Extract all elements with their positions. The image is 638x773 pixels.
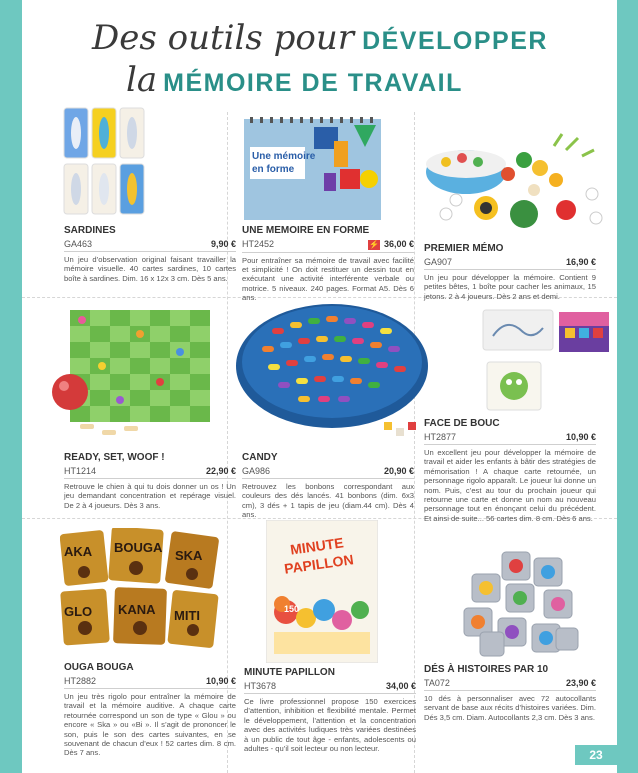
product-ref: GA463 <box>64 239 93 249</box>
product-ref-row <box>424 678 596 691</box>
product-desc: Un jeu pour développer la mémoire. Contient 9 petites bêtes, 1 boîte pour cacher les animaux, 15 jetons. 2 à 4 joueurs. Dès 2 ans et demi. <box>424 273 596 301</box>
product-ref: GA986 <box>242 466 271 476</box>
product-name: READY, SET, WOOF ! <box>64 452 165 463</box>
product-desc: Ce livre professionnel propose 150 exercices d’attention, inhibition et flexibilité mentale. Permet le développement, l’attention et la concentration avec des activités ludiques très variées destinées à un public de tout âge - enfants, adolescents ou adultes - qu’il soit lecteur ou non lecteur. <box>244 697 416 754</box>
title-script-1: Des outils pour <box>92 18 355 58</box>
product-premier-memo <box>424 243 596 301</box>
card-label: AKA <box>64 544 93 559</box>
product-price: 34,00 € <box>385 681 416 691</box>
title-line-1 <box>92 18 548 58</box>
product-ref-row <box>64 466 236 479</box>
card-label: KANA <box>118 602 156 617</box>
candy-image <box>232 298 432 448</box>
product-name: CANDY <box>242 452 278 463</box>
card-label: GLO <box>64 604 93 619</box>
book1-title-line2: en forme <box>252 164 295 175</box>
product-desc: Un jeu très rigolo pour entraîner la mémoire de travail et la mémoire auditive. A chaque carte retournée correspond un son de type « Glou » ou encore « Ska » ou «Bi ». Il s’agit de prononcer le son, puis le son des cartes suivantes, en se souvenant de chacun d’eux ! 52 cartes dim. 8 cm. Dès 7 ans. <box>64 692 236 758</box>
card-label: SKA <box>175 548 203 563</box>
product-price: 10,90 € <box>205 676 236 686</box>
product-sardines <box>64 225 236 283</box>
product-desc: Un jeu d’observation original faisant travailler la mémoire visuelle. 40 cartes sardines, 10 cartes boîte à sardines. Dim. 16 x 12x 3 cm. Dès 5 ans. <box>64 255 236 283</box>
product-candy <box>242 452 414 520</box>
page-header <box>22 0 617 112</box>
product-price: 23,90 € <box>565 678 596 688</box>
book1-title-line1: Une mémoire <box>252 151 316 162</box>
product-ref: HT3678 <box>244 681 277 691</box>
product-ref-row <box>64 676 236 689</box>
card-label: BOUGA <box>114 540 163 555</box>
product-des-a-histoires <box>424 664 596 722</box>
product-ref-row <box>64 239 236 252</box>
product-ref: HT2452 <box>242 239 275 249</box>
product-price: 20,90 € <box>383 466 414 476</box>
book2-badge: 150 <box>284 604 300 614</box>
product-ref-row <box>242 466 414 479</box>
product-ready-set-woof <box>64 452 236 510</box>
premier-memo-image <box>416 128 616 238</box>
title-line-2 <box>126 60 463 100</box>
product-name: PREMIER MÉMO <box>424 243 504 254</box>
product-ref: HT2877 <box>424 432 457 442</box>
product-name: FACE DE BOUC <box>424 418 500 429</box>
catalog-page <box>22 0 617 773</box>
ready-set-woof-image <box>40 308 215 453</box>
product-price-with-badge <box>368 239 414 250</box>
book2-title-line2: PAPILLON <box>283 551 355 577</box>
page-number: 23 <box>575 745 617 765</box>
product-price: 9,90 € <box>210 239 236 249</box>
card-label: MITI <box>174 608 200 623</box>
product-ouga-bouga <box>64 662 236 758</box>
product-name: MINUTE PAPILLON <box>244 667 335 678</box>
product-name: SARDINES <box>64 225 116 236</box>
product-ref-row <box>242 239 414 253</box>
product-face-de-bouc <box>424 418 596 523</box>
product-memoire-en-forme <box>242 225 414 303</box>
product-price: 10,90 € <box>565 432 596 442</box>
product-ref: TA072 <box>424 678 450 688</box>
title-bold-1: DÉVELOPPER <box>362 27 548 55</box>
product-ref: HT2882 <box>64 676 97 686</box>
product-ref: GA907 <box>424 257 453 267</box>
product-desc: Un excellent jeu pour développer la mémoire de travail et aider les enfants à bâtir des stratégies de mémorisation ! A chaque carte retournée, un personnage rigolo apparaît. Le joueur lui donne un nom. Puis, c’est au tour du prochain joueur qui retourne une carte et donne un nom au nouveau personnage tout en énonçant celui du précédent. Et ainsi de suite... 56 cartes dim. 8 cm. Dès 6 ans. <box>424 448 596 523</box>
product-desc: Retrouvez les bonbons correspondant aux couleurs des dés lancés. 41 bonbons (dim. 6x3 cm), 3 dés + 1 tapis de jeu (diam.44 cm). Dès 4 ans. <box>242 482 414 520</box>
product-price: 16,90 € <box>565 257 596 267</box>
product-desc: Pour entraîner sa mémoire de travail avec facilité et simplicité ! On doit restituer un dessin tout en exécutant une activité interférente verbale ou motrice. 5 niveaux. 240 pages. Format A5. Dès 6 ans. <box>242 255 414 303</box>
product-price: 22,90 € <box>205 466 236 476</box>
product-name: UNE MEMOIRE EN FORME <box>242 225 370 236</box>
product-name: OUGA BOUGA <box>64 662 134 673</box>
product-desc: Retrouve le chien à qui tu dois donner un os ! Un jeu demandant concentration et repérage visuel. De 2 à 4 joueurs. Dès 3 ans. <box>64 482 236 510</box>
product-desc: 10 dés à personnaliser avec 72 autocollants servant de base aux récits d’histoires variées. Dim. Dés 3,5 cm. Diam. Autocollants 2,3 cm. Dès 3 ans. <box>424 694 596 722</box>
product-price: 36,00 € <box>383 239 414 249</box>
face-de-bouc-image <box>427 306 612 414</box>
sardines-image <box>62 106 177 218</box>
book2-title-line1: MINUTE <box>289 534 345 558</box>
product-ref: HT1214 <box>64 466 97 476</box>
product-ref-row <box>244 681 416 694</box>
product-ref-row <box>424 432 596 445</box>
title-script-2: la <box>126 60 158 100</box>
des-a-histoires-image <box>462 550 582 660</box>
product-name: DÉS À HISTOIRES PAR 10 <box>424 664 549 675</box>
product-ref-row <box>424 257 596 270</box>
product-minute-papillon <box>244 667 416 753</box>
title-bold-2: MÉMOIRE DE TRAVAIL <box>163 69 463 97</box>
new-badge-icon: ⚡ <box>368 239 379 249</box>
